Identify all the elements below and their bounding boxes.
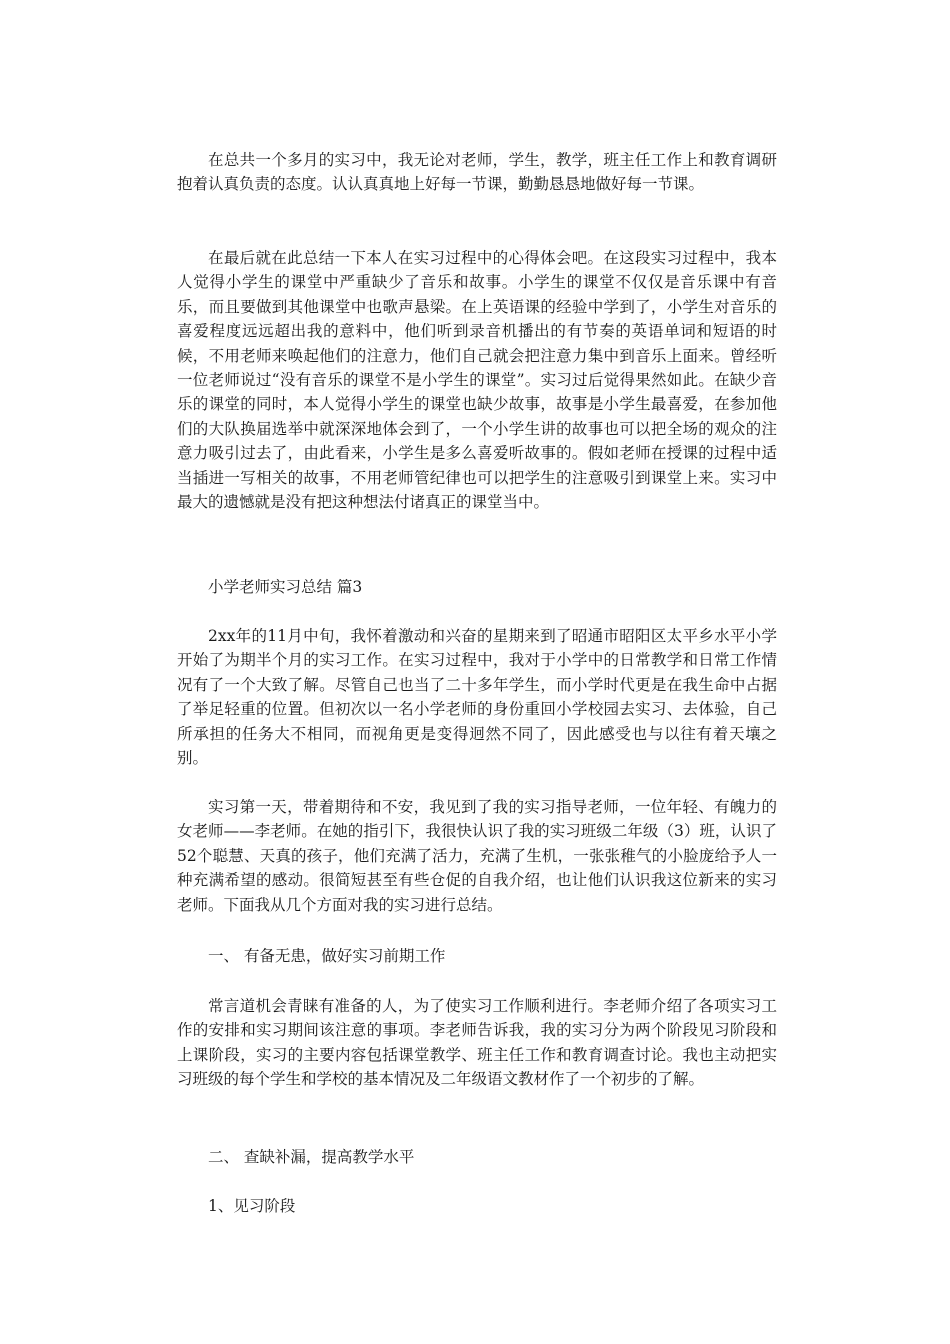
paragraph-1: 在总共一个多月的实习中，我无论对老师，学生，教学，班主任工作上和教育调研抱着认真负责的态度。认认真真地上好每一节课，勤勤恳恳地做好每一节课。 xyxy=(177,151,777,194)
heading-section-one: 一、 有备无患，做好实习前期工作 xyxy=(208,947,446,965)
paragraph-2: 在最后就在此总结一下本人在实习过程中的心得体会吧。在这段实习过程中，我本人觉得小学生的课堂中严重缺少了音乐和故事。小学生的课堂不仅仅是音乐课中有音乐，而且要做到其他课堂中也歌声悬梁。在上英语课的经验中学到了，小学生对音乐的喜爱程度远远超出我的意料中，他们听到录音机播出的有节奏的英语单词和短语的时候，不用老师来唤起他们的注意力，他们自己就会把注意力集中到音乐上面来。曾经听一位老师说过“没有音乐的课堂不是小学生的课堂”。实习过后觉得果然如此。在缺少音乐的课堂的同时，本人觉得小学生的课堂也缺少故事，故事是小学生最喜爱，在参加他们的大队换届选举中就深深地体会到了，一个小学生讲的故事也可以把全场的观众的注意力吸引过去了，由此看来，小学生是多么喜爱听故事的。假如老师在授课的过程中适当插进一写相关的故事，不用老师管纪律也可以把学生的注意吸引到课堂上来。实习中最大的遗憾就是没有把这种想法付诸真正的课堂当中。 xyxy=(177,249,777,512)
paragraph-5: 常言道机会青睐有准备的人，为了使实习工作顺利进行。李老师介绍了各项实习工作的安排和实习期间该注意的事项。李老师告诉我，我的实习分为两个阶段见习阶段和上课阶段，实习的主要内容包括课堂教学、班主任工作和教育调查讨论。我也主动把实习班级的每个学生和学校的基本情况及二年级语文教材作了一个初步的了解。 xyxy=(177,997,777,1089)
paragraph-4: 实习第一天，带着期待和不安，我见到了我的实习指导老师，一位年轻、有魄力的女老师——李老师。在她的指引下，我很快认识了我的实习班级二年级（3）班，认识了52个聪慧、天真的孩子，他们充满了活力，充满了生机，一张张稚气的小脸庞给予人一种充满希望的感动。很简短甚至有些仓促的自我介绍，也让他们认识我这位新来的实习老师。下面我从几个方面对我的实习进行总结。 xyxy=(177,798,777,914)
heading-section-two: 二、 查缺补漏，提高教学水平 xyxy=(208,1148,415,1166)
paragraph-3: 2xx年的11月中旬，我怀着激动和兴奋的星期来到了昭通市昭阳区太平乡水平小学开始了为期半个月的实习工作。在实习过程中，我对于小学中的日常教学和日常工作情况有了一个大致了解。尽管自己也当了二十多年学生，而小学时代更是在我生命中占据了举足轻重的位置。但初次以一名小学老师的身份重回小学校园去实习、去体验，自己所承担的任务大不相同，而视角更是变得迥然不同了，因此感受也与以往有着天壤之别。 xyxy=(177,627,777,768)
section-heading-3: 小学老师实习总结 篇3 xyxy=(208,578,363,596)
subheading-observation-stage: 1、见习阶段 xyxy=(208,1197,296,1215)
